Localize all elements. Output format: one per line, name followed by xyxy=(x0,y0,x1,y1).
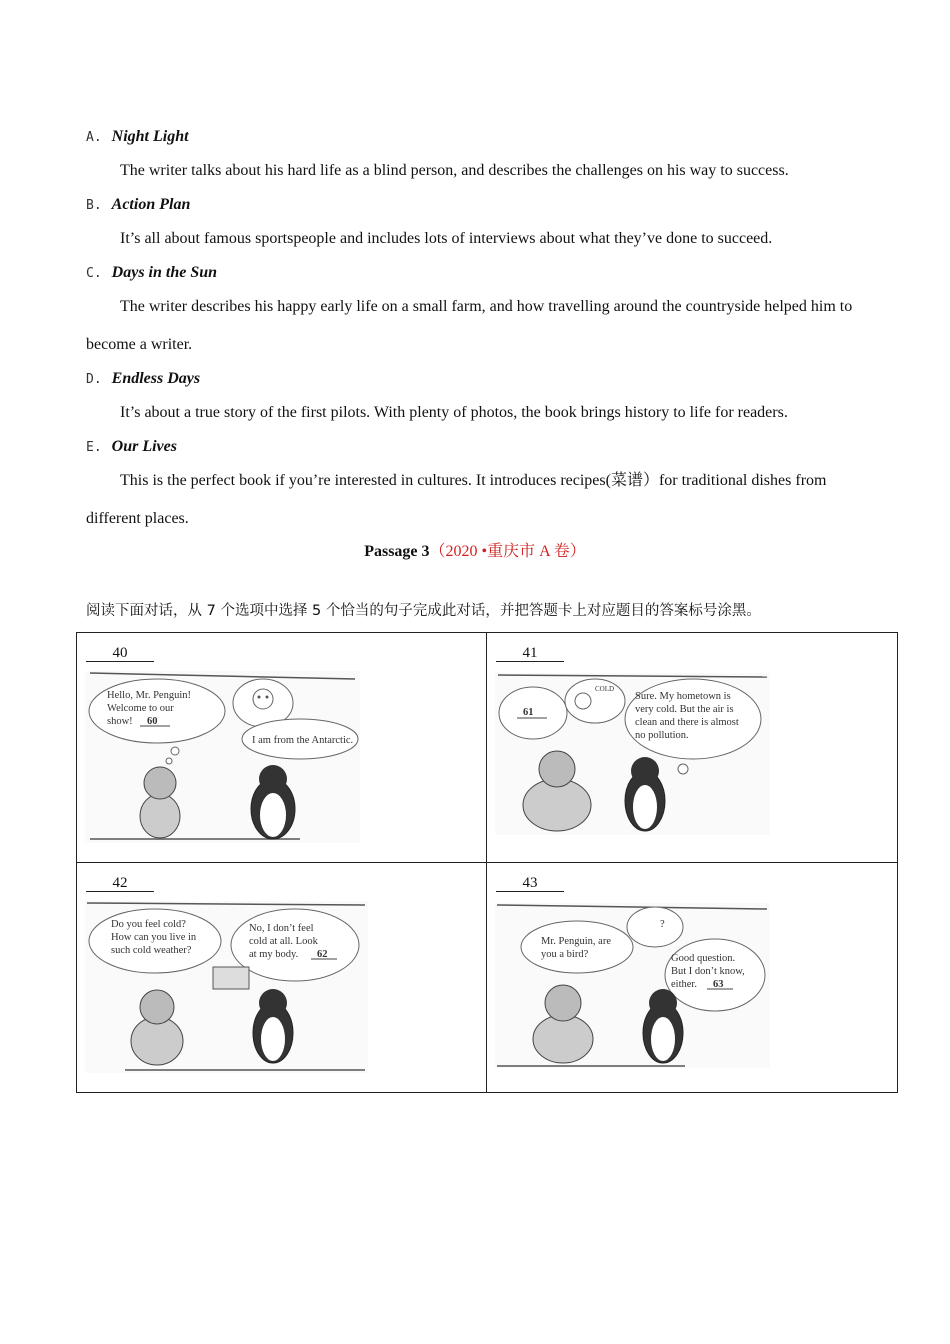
option-a-heading xyxy=(86,127,189,148)
comic-panel-42 xyxy=(77,863,487,1092)
bubble-text: Mr. Penguin, are xyxy=(541,936,611,947)
passage-heading xyxy=(0,542,950,562)
blank-number: 61 xyxy=(523,707,534,718)
option-letter: E. xyxy=(86,440,102,455)
option-e-heading xyxy=(86,437,177,458)
question-number: 43 xyxy=(496,875,564,892)
bubble-text: either. xyxy=(671,979,697,990)
comic-panel-41 xyxy=(487,633,897,863)
passage-label: Passage 3 xyxy=(364,543,430,560)
bubble-text: cold at all. Look xyxy=(249,936,318,947)
bubble-text: you a bird? xyxy=(541,949,589,960)
option-letter: B. xyxy=(86,198,102,213)
blank-number: 63 xyxy=(713,979,724,990)
option-c-heading xyxy=(86,263,217,284)
option-title: Night Light xyxy=(111,128,189,145)
bubble-text: Hello, Mr. Penguin! xyxy=(107,690,191,701)
question-number: 40 xyxy=(86,645,154,662)
bubble-text: Do you feel cold? xyxy=(111,919,186,930)
instruction-text: 阅读下面对话，从 7 个选项中选择 5 个恰当的句子完成此对话，并把答题卡上对应题目的答案标号涂黑。 xyxy=(86,603,761,619)
question-number: 41 xyxy=(496,645,564,662)
bubble-text: such cold weather? xyxy=(111,945,192,956)
comic-panel-43 xyxy=(487,863,897,1092)
option-d-heading xyxy=(86,369,200,390)
option-title: Days in the Sun xyxy=(111,264,218,281)
blank-number: 62 xyxy=(317,949,328,960)
comic-illustration xyxy=(85,901,368,1073)
bubble-text: Sure. My hometown is xyxy=(635,691,731,702)
bubble-text: No, I don’t feel xyxy=(249,923,314,934)
option-title: Action Plan xyxy=(111,196,191,213)
bubble-text: But I don’t know, xyxy=(671,966,745,977)
bubble-text: Welcome to our xyxy=(107,703,174,714)
option-a-description: The writer talks about his hard life as a blind person, and describes the challenges on his way to success. xyxy=(120,162,789,179)
blank-number: 60 xyxy=(147,716,158,727)
option-letter: A. xyxy=(86,130,102,145)
bubble-text: How can you live in xyxy=(111,932,197,943)
comic-panel-40 xyxy=(77,633,487,863)
comic-illustration xyxy=(495,903,770,1068)
option-letter: D. xyxy=(86,372,102,387)
option-letter: C. xyxy=(86,266,102,281)
option-b-description: It’s all about famous sportspeople and includes lots of interviews about what they’ve done to succeed. xyxy=(120,230,773,247)
bubble-text: ? xyxy=(660,919,665,930)
bubble-text: Good question. xyxy=(671,953,736,964)
bubble-text: at my body. xyxy=(249,949,299,960)
option-d-description: It’s about a true story of the first pilots. With plenty of photos, the book brings history to life for readers. xyxy=(120,404,788,421)
option-b-heading xyxy=(86,195,190,216)
bubble-text: show! xyxy=(107,716,133,727)
comic-illustration xyxy=(85,671,360,843)
option-c-description: The writer describes his happy early life on a small farm, and how travelling around the countryside helped him to become a writer. xyxy=(86,298,853,353)
bubble-text: COLD xyxy=(595,685,615,693)
bubble-text: clean and there is almost xyxy=(635,717,739,728)
option-title: Endless Days xyxy=(111,370,201,387)
comic-grid xyxy=(76,632,898,1093)
comic-illustration xyxy=(495,673,770,835)
passage-source: （2020 •重庆市 A 卷） xyxy=(429,543,586,560)
option-e-description: This is the perfect book if you’re interested in cultures. It introduces recipes(菜谱）for traditional dishes from different places. xyxy=(86,472,827,527)
bubble-text: I am from the Antarctic. xyxy=(252,735,354,746)
option-title: Our Lives xyxy=(111,438,177,455)
question-number: 42 xyxy=(86,875,154,892)
bubble-text: no pollution. xyxy=(635,730,689,741)
bubble-text: very cold. But the air is xyxy=(635,704,734,715)
